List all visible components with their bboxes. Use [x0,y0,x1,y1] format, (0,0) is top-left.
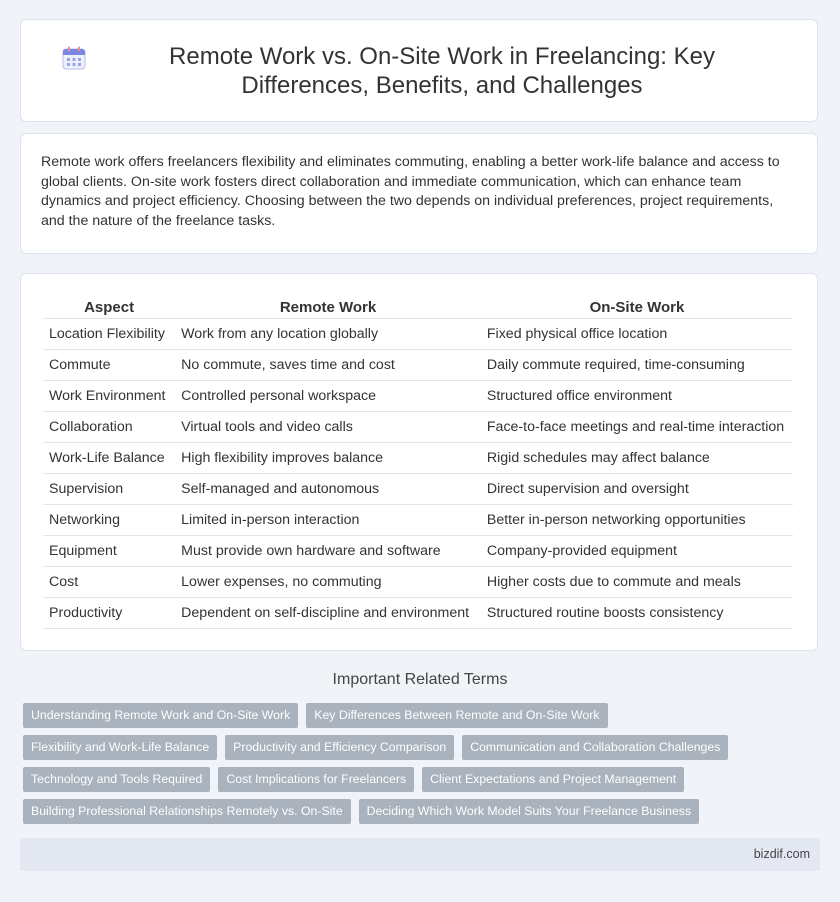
header-aspect: Aspect [43,296,175,319]
onsite-cell: Daily commute required, time-consuming [481,350,793,381]
aspect-cell: Work Environment [43,381,175,412]
aspect-cell: Collaboration [43,412,175,443]
onsite-cell: Better in-person networking opportunities [481,505,793,536]
remote-cell: Virtual tools and video calls [175,412,481,443]
aspect-cell: Networking [43,505,175,536]
related-term-link[interactable]: Building Professional Relationships Remotely vs. On-Site [23,799,351,824]
header-card [20,19,818,122]
aspect-cell: Supervision [43,474,175,505]
onsite-cell: Rigid schedules may affect balance [481,443,793,474]
onsite-cell: Fixed physical office location [481,319,793,350]
related-terms-title: Important Related Terms [332,671,508,688]
remote-cell: Work from any location globally [175,319,481,350]
table-row [43,474,793,505]
related-term-link[interactable]: Client Expectations and Project Management [422,767,684,792]
aspect-cell: Location Flexibility [43,319,175,350]
aspect-cell: Productivity [43,598,175,629]
table-row [43,567,793,598]
footer-site-link[interactable]: bizdif.com [753,847,810,861]
aspect-cell: Work-Life Balance [43,443,175,474]
calendar-icon [61,45,87,71]
related-term-link[interactable]: Flexibility and Work-Life Balance [23,735,217,760]
summary-text: Remote work offers freelancers flexibility and eliminates commuting, enabling a better work-life balance and access to global clients. On-site work fosters direct collaboration and immediate communication, which can enhance team dynamics and project efficiency. Choosing between the two depends on individual preferences, project requirements, and the nature of the freelance tasks. [41,154,780,229]
onsite-cell: Direct supervision and oversight [481,474,793,505]
table-row [43,505,793,536]
remote-cell: Controlled personal workspace [175,381,481,412]
related-term-link[interactable]: Communication and Collaboration Challenges [462,735,728,760]
header-on-site-work: On-Site Work [481,296,793,319]
header-remote-work: Remote Work [175,296,481,319]
table-row [43,536,793,567]
table-row [43,319,793,350]
remote-cell: Must provide own hardware and software [175,536,481,567]
table-row [43,443,793,474]
table-row [43,381,793,412]
table-header-row [43,296,793,319]
remote-cell: Lower expenses, no commuting [175,567,481,598]
onsite-cell: Structured office environment [481,381,793,412]
remote-cell: Self-managed and autonomous [175,474,481,505]
related-term-link[interactable]: Technology and Tools Required [23,767,210,792]
related-terms-tags [23,703,813,831]
footer [20,838,820,871]
onsite-cell: Higher costs due to commute and meals [481,567,793,598]
table-row [43,598,793,629]
aspect-cell: Equipment [43,536,175,567]
page-title: Remote Work vs. On-Site Work in Freelancing: Key Differences, Benefits, and Challenges [169,42,715,99]
aspect-cell: Cost [43,567,175,598]
onsite-cell: Structured routine boosts consistency [481,598,793,629]
remote-cell: No commute, saves time and cost [175,350,481,381]
table-row [43,412,793,443]
remote-cell: Limited in-person interaction [175,505,481,536]
summary-card [20,133,818,254]
remote-cell: High flexibility improves balance [175,443,481,474]
related-term-link[interactable]: Productivity and Efficiency Comparison [225,735,454,760]
related-term-link[interactable]: Deciding Which Work Model Suits Your Freelance Business [359,799,699,824]
onsite-cell: Company-provided equipment [481,536,793,567]
related-term-link[interactable]: Key Differences Between Remote and On-Site Work [306,703,607,728]
aspect-cell: Commute [43,350,175,381]
related-term-link[interactable]: Understanding Remote Work and On-Site Work [23,703,298,728]
remote-cell: Dependent on self-discipline and environment [175,598,481,629]
comparison-table-card [20,273,818,651]
related-term-link[interactable]: Cost Implications for Freelancers [218,767,414,792]
onsite-cell: Face-to-face meetings and real-time interaction [481,412,793,443]
comparison-table [43,296,793,629]
table-row [43,350,793,381]
